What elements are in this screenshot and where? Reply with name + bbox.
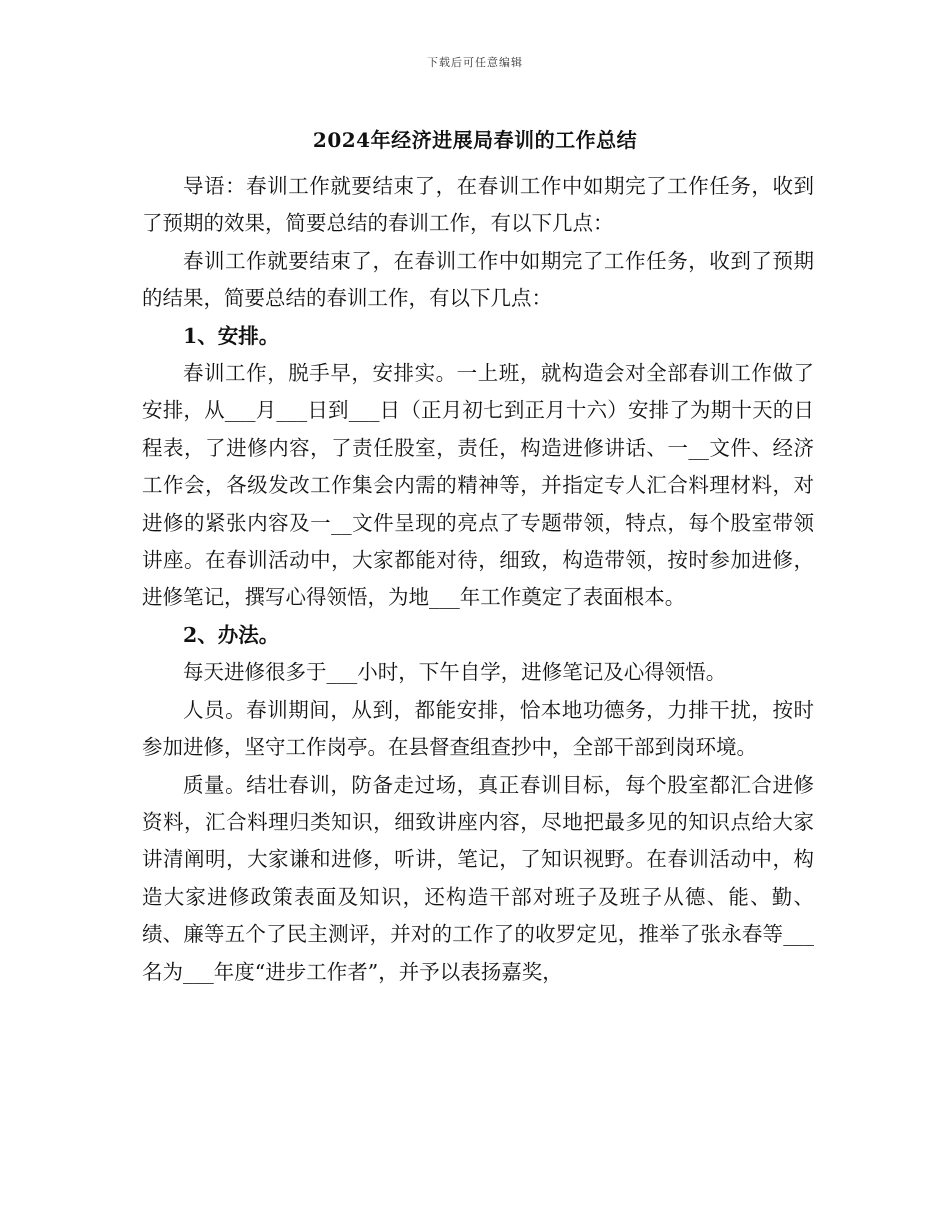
section-heading-methods: 2、办法。 [183, 622, 280, 647]
intro-paragraph: 导语：春训工作就要结束了，在春训工作中如期完了工作任务，收到了预期的效果，简要总结的春训工作，有以下几点： [142, 174, 814, 236]
body-paragraph: 春训工作就要结束了，在春训工作中如期完了工作任务，收到了预期的结果，简要总结的春训工作，有以下几点： [142, 248, 814, 311]
body-paragraph: 春训工作，脱手早，安排实。一上班，就构造会对全部春训工作做了安排，从___月___日到___日（正月初七到正月十六）安排了为期十天的日程表，了进修内容，了责任股室，责任，构造进修讲话、一__文件、经济工作会，各级发改工作集会内需的精神等，并指定专人汇合料理材料，对进修的紧张内容及一__文件呈现的亮点了专题带领，特点，每个股室带领讲座。在春训活动中，大家都能对待，细致，构造带领，按时参加进修，进修笔记，撰写心得领悟，为地___年工作奠定了表面根本。 [142, 361, 814, 610]
document-body [142, 168, 814, 991]
body-paragraph: 质量。结壮春训，防备走过场，真正春训目标，每个股室都汇合进修资料，汇合料理归类知识，细致讲座内容，尽地把最多见的知识点给大家讲清阐明，大家谦和进修，听讲，笔记，了知识视野。在春训活动中，构造大家进修政策表面及知识，还构造干部对班子及班子从德、能、勤、绩、廉等五个了民主测评，并对的工作了的收罗定见，推举了张永春等___名为___年度“进步工作者”，并予以表扬嘉奖， [142, 772, 814, 984]
body-paragraph: 人员。春训期间，从到，都能安排，恰本地功德务，力排干扰，按时参加进修，坚守工作岗亭。在县督查组查抄中，全部干部到岗环境。 [142, 697, 814, 760]
body-paragraph: 每天进修很多于___小时，下午自学，进修笔记及心得领悟。 [183, 660, 727, 685]
section-heading-arrangement: 1、安排。 [183, 323, 280, 348]
document-title: 2024年经济进展局春训的工作总结 [312, 128, 638, 152]
header-note: 下载后可任意编辑 [427, 56, 523, 69]
